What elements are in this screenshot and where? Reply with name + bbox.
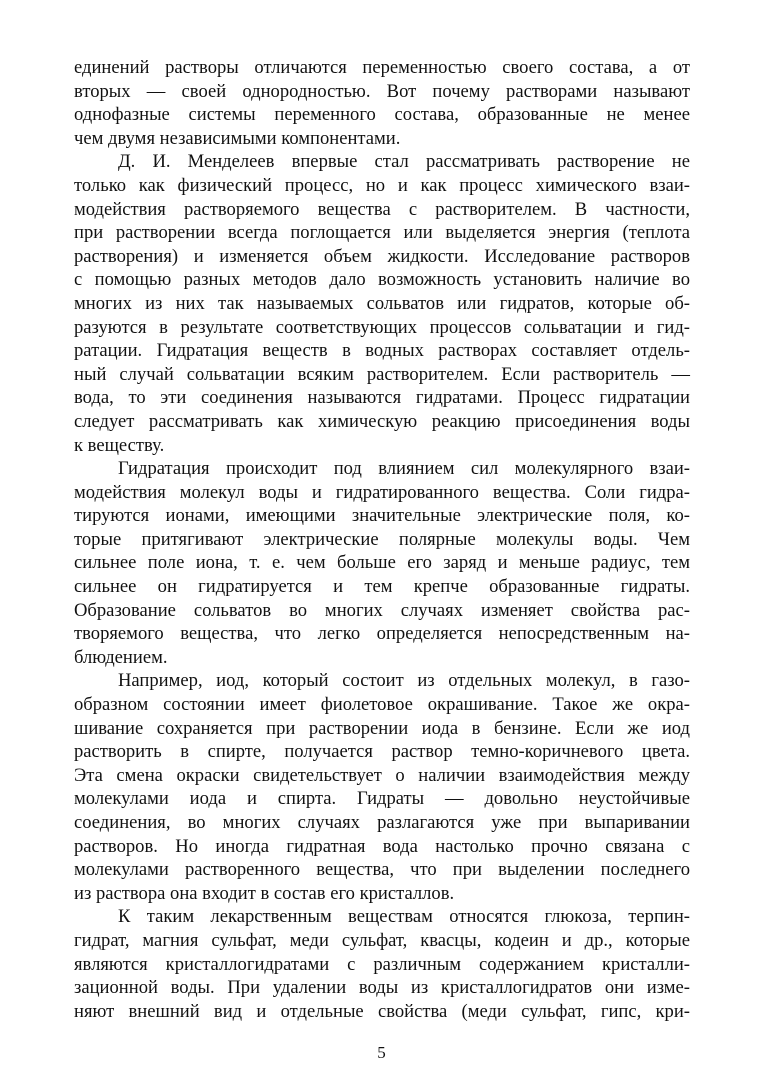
text-line: при растворении всегда поглощается или выделяется энергия (теплота: [74, 222, 690, 244]
text-line: Образование сольватов во многих случаях изменяет свойства рас-: [74, 599, 690, 621]
paragraph: [74, 56, 690, 150]
text-line: растворить в спирте, получается раствор темно-коричневого цвета.: [74, 741, 690, 763]
text-line: вторых — своей однородностью. Вот почему растворами называют: [74, 80, 690, 102]
text-line: няют внешний вид и отдельные свойства (меди сульфат, гипс, кри-: [74, 1000, 690, 1022]
text-line: ный случай сольватации всяким растворителем. Если растворитель —: [74, 363, 690, 385]
text-line: к веществу.: [74, 434, 165, 456]
text-line: растворов. Но иногда гидратная вода настолько прочно связана с: [74, 835, 690, 857]
page-number: 5: [377, 1043, 386, 1062]
text-line: К таким лекарственным веществам относятся глюкоза, терпин-: [118, 906, 690, 928]
text-line: творяемого вещества, что легко определяется непосредственным на-: [74, 623, 690, 645]
text-line: чем двумя независимыми компонентами.: [74, 127, 401, 149]
text-line: следует рассматривать как химическую реакцию присоединения воды: [74, 410, 690, 432]
text-line: торые притягивают электрические полярные молекулы воды. Чем: [74, 528, 690, 550]
text-line: сильнее он гидратируется и тем крепче образованные гидраты.: [74, 576, 690, 598]
text-line: являются кристаллогидратами с различным содержанием кристалли-: [74, 953, 690, 975]
text-line: шивание сохраняется при растворении иода в бензине. Если же иод: [74, 717, 690, 739]
paragraph: [74, 457, 690, 669]
text-line: с помощью разных методов дало возможность установить наличие во: [74, 269, 690, 291]
text-line: однофазные системы переменного состава, образованные не менее: [74, 104, 690, 126]
text-line: гидрат, магния сульфат, меди сульфат, квасцы, кодеин и др., которые: [74, 929, 690, 951]
text-line: модействия молекул воды и гидратированного вещества. Соли гидра-: [74, 481, 690, 503]
text-line: модействия растворяемого вещества с растворителем. В частности,: [74, 198, 690, 220]
text-line: из раствора она входит в состав его кристаллов.: [74, 882, 455, 904]
text-line: единений растворы отличаются переменностью своего состава, а от: [74, 57, 690, 78]
text-line: молекулами растворенного вещества, что при выделении последнего: [74, 859, 690, 881]
text-line: молекулами иода и спирта. Гидраты — довольно неустойчивые: [74, 788, 690, 810]
text-line: ратации. Гидратация веществ в водных растворах составляет отдель-: [74, 340, 690, 362]
text-line: блюдением.: [74, 646, 168, 668]
text-line: Гидратация происходит под влиянием сил молекулярного взаи-: [118, 458, 690, 480]
paragraph: [74, 669, 690, 905]
paragraph: [74, 150, 690, 457]
text-line: сильнее поле иона, т. е. чем больше его заряд и меньше радиус, тем: [74, 552, 690, 574]
text-line: соединения, во многих случаях разлагаются уже при выпаривании: [74, 812, 690, 833]
text-line: Д. И. Менделеев впервые стал рассматривать растворение не: [118, 151, 690, 173]
text-line: растворения) и изменяется объем жидкости. Исследование растворов: [74, 245, 690, 267]
text-line: Эта смена окраски свидетельствует о наличии взаимодействия между: [74, 764, 690, 786]
text-line: зационной воды. При удалении воды из кристаллогидратов они изме-: [74, 977, 690, 999]
text-line: разуются в результате соответствующих процессов сольватации и гид-: [74, 316, 690, 338]
text-line: только как физический процесс, но и как процесс химического взаи-: [74, 174, 690, 196]
text-line: Например, иод, который состоит из отдельных молекул, в газо-: [118, 670, 690, 692]
paragraph: [74, 905, 690, 1023]
text-line: тируются ионами, имеющими значительные электрические поля, ко-: [74, 505, 690, 527]
body-text: [74, 56, 690, 1023]
text-line: образном состоянии имеет фиолетовое окрашивание. Такое же окра-: [74, 694, 690, 716]
text-line: вода, то эти соединения называются гидратами. Процесс гидратации: [74, 387, 690, 409]
text-line: многих из них так называемых сольватов или гидратов, которые об-: [74, 292, 690, 314]
